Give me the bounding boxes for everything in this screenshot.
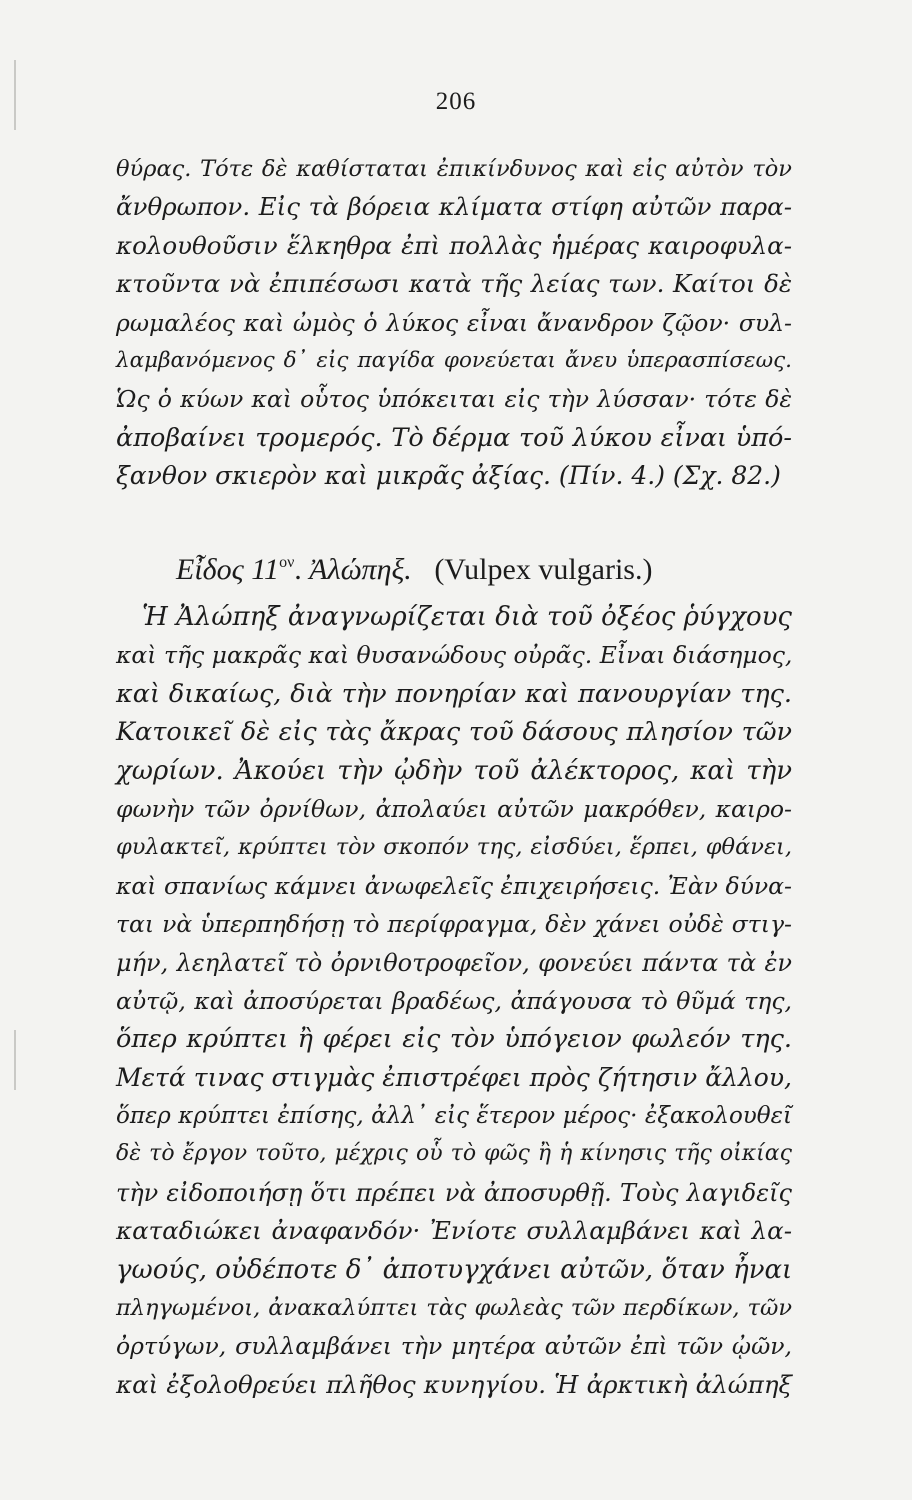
- text-line: καὶ σπανίως κάμνει ἀνωφελεῖς ἐπιχειρήσεις. Ἐὰν δύνα-: [116, 871, 792, 900]
- text-line: θύρας. Τότε δὲ καθίσταται ἐπικίνδυνος καὶ εἰς αὐτὸν τὸν: [116, 156, 792, 182]
- text-line: ρωμαλέος καὶ ὠμὸς ὁ λύκος εἶναι ἄνανδρον ζῷον· συλ-: [116, 308, 792, 337]
- text-line: λαμβανόμενος δ᾽ εἰς παγίδα φονεύεται ἄνευ ὑπερασπίσεως.: [116, 347, 792, 373]
- text-line: ται νὰ ὑπερπηδήσῃ τὸ περίφραγμα, δὲν χάνει οὐδὲ στιγ-: [116, 910, 792, 939]
- page-number: 206: [435, 88, 477, 115]
- text-line: ἄνθρωπον. Εἰς τὰ βόρεια κλίματα στίφη αὐτῶν παρα-: [116, 192, 792, 222]
- text-line: φωνὴν τῶν ὀρνίθων, ἀπολαύει αὐτῶν μακρόθεν, καιρο-: [116, 794, 792, 823]
- text-line: Ὡς ὁ κύων καὶ οὗτος ὑπόκειται εἰς τὴν λύσσαν· τότε δὲ: [116, 385, 792, 414]
- margin-scan-mark: [14, 1030, 16, 1090]
- text-line: καὶ δικαίως, διὰ τὴν πονηρίαν καὶ πανουργίαν της.: [116, 678, 792, 709]
- text-line: φυλακτεῖ, κρύπτει τὸν σκοπόν της, εἰσδύει, ἕρπει, φθάνει,: [116, 834, 792, 861]
- text-line: Ἡ Ἀλώπηξ ἀναγνωρίζεται διὰ τοῦ ὀξέος ῥύγχους: [142, 602, 792, 632]
- text-line: Μετά τινας στιγμὰς ἐπιστρέφει πρὸς ζήτησιν ἄλλου,: [116, 1062, 792, 1092]
- text-line: κολουθοῦσιν ἕλκηθρα ἐπὶ πολλὰς ἡμέρας καιροφυλα-: [116, 230, 792, 260]
- text-line: τὴν εἰδοποιήσῃ ὅτι πρέπει νὰ ἀποσυρθῇ. Τοὺς λαγιδεῖς: [116, 1178, 792, 1207]
- species-label: Εἶδος 11: [176, 553, 280, 586]
- text-line: πληγωμένοι, ἀνακαλύπτει τὰς φωλεὰς τῶν περδίκων, τῶν: [116, 1295, 792, 1322]
- text-line: καταδιώκει ἀναφανδόν· Ἐνίοτε συλλαμβάνει καὶ λα-: [116, 1216, 792, 1246]
- text-line: χωρίων. Ἀκούει τὴν ᾠδὴν τοῦ ἀλέκτορος, καὶ τὴν: [116, 755, 792, 786]
- text-line: ξανθον σκιερὸν καὶ μικρᾶς ἀξίας. (Πίν. 4.) (Σχ. 82.): [116, 461, 781, 491]
- paragraph-wolf: [116, 150, 792, 496]
- species-ordinal: ον: [279, 554, 295, 571]
- text-line: καὶ ἐξολοθρεύει πλῆθος κυνηγίου. Ἡ ἀρκτικὴ ἀλώπηξ: [116, 1369, 792, 1399]
- text-line: καὶ τῆς μακρᾶς καὶ θυσανώδους οὐρᾶς. Εἶναι διάσημος,: [116, 641, 793, 670]
- species-heading: [176, 553, 776, 587]
- text-line: ὅπερ κρύπτει ἢ φέρει εἰς τὸν ὑπόγειον φωλεόν της.: [116, 1024, 792, 1055]
- text-line: δὲ τὸ ἔργον τοῦτο, μέχρις οὗ τὸ φῶς ἢ ἡ κίνησις τῆς οἰκίας: [116, 1141, 792, 1167]
- text-line: κτοῦντα νὰ ἐπιπέσωσι κατὰ τῆς λείας των. Καίτοι δὲ: [116, 269, 792, 299]
- species-latin-name: (Vulpex vulgaris.): [434, 553, 653, 586]
- species-name: Ἀλώπηξ.: [309, 553, 412, 586]
- text-line: ὅπερ κρύπτει ἐπίσης, ἀλλ᾽ εἰς ἕτερον μέρος· ἐξακολουθεῖ: [116, 1103, 792, 1130]
- text-line: Κατοικεῖ δὲ εἰς τὰς ἄκρας τοῦ δάσους πλησίον τῶν: [116, 717, 792, 748]
- text-line: ἀποβαίνει τρομερός. Τὸ δέρμα τοῦ λύκου εἶναι ὑπό-: [116, 422, 792, 453]
- text-line: γωούς, οὐδέποτε δ᾽ ἀποτυγχάνει αὐτῶν, ὅταν ἦναι: [116, 1254, 793, 1285]
- text-line: μήν, λεηλατεῖ τὸ ὀρνιθοτροφεῖον, φονεύει πάντα τὰ ἐν: [116, 948, 792, 977]
- heading-separator: .: [294, 553, 302, 586]
- text-line: αὐτῷ, καὶ ἀποσύρεται βραδέως, ἀπάγουσα τὸ θῦμά της,: [116, 986, 792, 1015]
- paragraph-fox: [116, 598, 792, 1404]
- text-line: ὀρτύγων, συλλαμβάνει τὴν μητέρα αὐτῶν ἐπὶ τῶν ᾠῶν,: [116, 1332, 792, 1361]
